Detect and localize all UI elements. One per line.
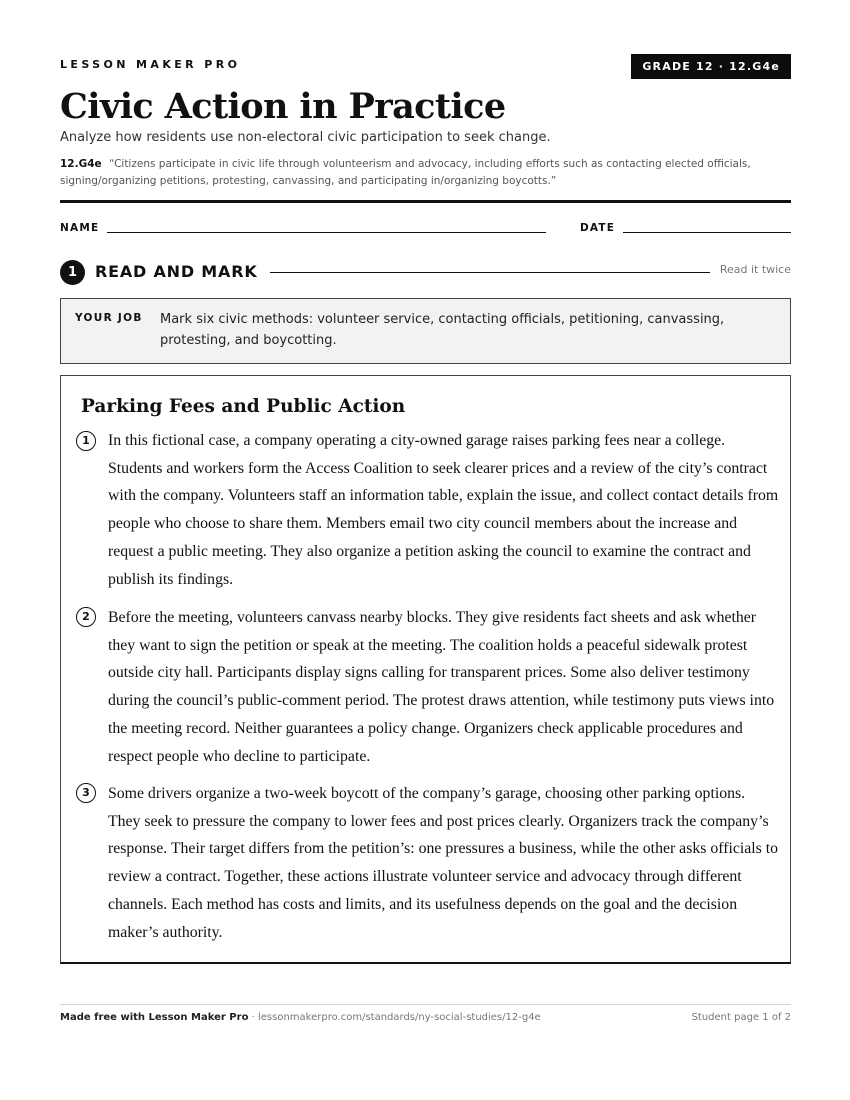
reading-title: Parking Fees and Public Action [81,396,406,417]
reading-passage [60,375,791,964]
paragraph-number-3: 3 [76,783,96,803]
footer-made-with: Made free with Lesson Maker Pro [60,1012,249,1023]
footer-url[interactable]: lessonmakerpro.com/standards/ny-social-studies/12-g4e [257,1012,541,1023]
job-text: Mark six civic methods: volunteer service, contacting officials, petitioning, canvassing, protesting, and boycotting. [160,312,725,348]
footer-separator: · [248,1012,258,1023]
job-instructions-box [60,298,791,364]
standard-description [60,156,791,190]
footer-credit [60,1012,541,1023]
name-label: NAME [60,222,100,234]
paragraph-number-1: 1 [76,431,96,451]
paragraph-number-2: 2 [76,607,96,627]
page-subtitle: Analyze how residents use non-electoral civic participation to seek change. [60,130,551,145]
grade-badge: GRADE 12 · 12.G4e [631,54,791,79]
date-field[interactable] [623,232,791,233]
date-label: DATE [580,222,616,234]
section-title: READ AND MARK [95,262,258,281]
standard-text: “Citizens participate in civic life through volunteerism and advocacy, including efforts such as contacting elected officials, signing/organizing petitions, protesting, canvassing, and participating in/organizing boycotts.” [60,158,751,187]
footer-divider [60,1004,791,1005]
section-divider [270,272,710,273]
paragraph-2: Before the meeting, volunteers canvass nearby blocks. They give residents fact sheets and ask whether they want to sign the petition or speak at the meeting. The coalition holds a peaceful sidewalk protest outside city hall. Participants display signs calling for transparent prices. Some also deliver testimony during the council’s public-comment period. The protest draws attention, while testimony puts views into the meeting record. Neither guarantees a policy change. Organizers check applicable procedures and respect people who decline to participate. [108,609,775,765]
job-label: YOUR JOB [75,312,143,324]
header-divider [60,200,791,203]
standard-code: 12.G4e [60,158,102,170]
section-number-badge: 1 [60,260,85,285]
worksheet-page [60,0,791,1100]
name-field[interactable] [107,232,546,233]
brand-name: LESSON MAKER PRO [60,58,241,71]
paragraph-1: In this fictional case, a company operating a city-owned garage raises parking fees near a college. Students and workers form the Access Coalition to seek clearer prices and a review of the city’s contract with the company. Volunteers staff an information table, explain the issue, and collect contact details from people who choose to share them. Members email two city council members about the increase and request a public meeting. They also organize a petition asking the council to examine the contract and publish its findings. [108,432,779,588]
paragraph-3: Some drivers organize a two-week boycott of the company’s garage, choosing other parking options. They seek to pressure the company to lower fees and post prices clearly. Organizers track the company’s response. Their target differs from the petition’s: one pressures a business, while the other asks officials to review a contract. Together, these actions illustrate volunteer service and advocacy through different channels. Each method has costs and limits, and its usefulness depends on the goal and the decision maker’s authority. [108,785,779,941]
section-note: Read it twice [719,263,791,276]
footer-page-number: Student page 1 of 2 [691,1012,791,1023]
page-title: Civic Action in Practice [60,86,506,127]
